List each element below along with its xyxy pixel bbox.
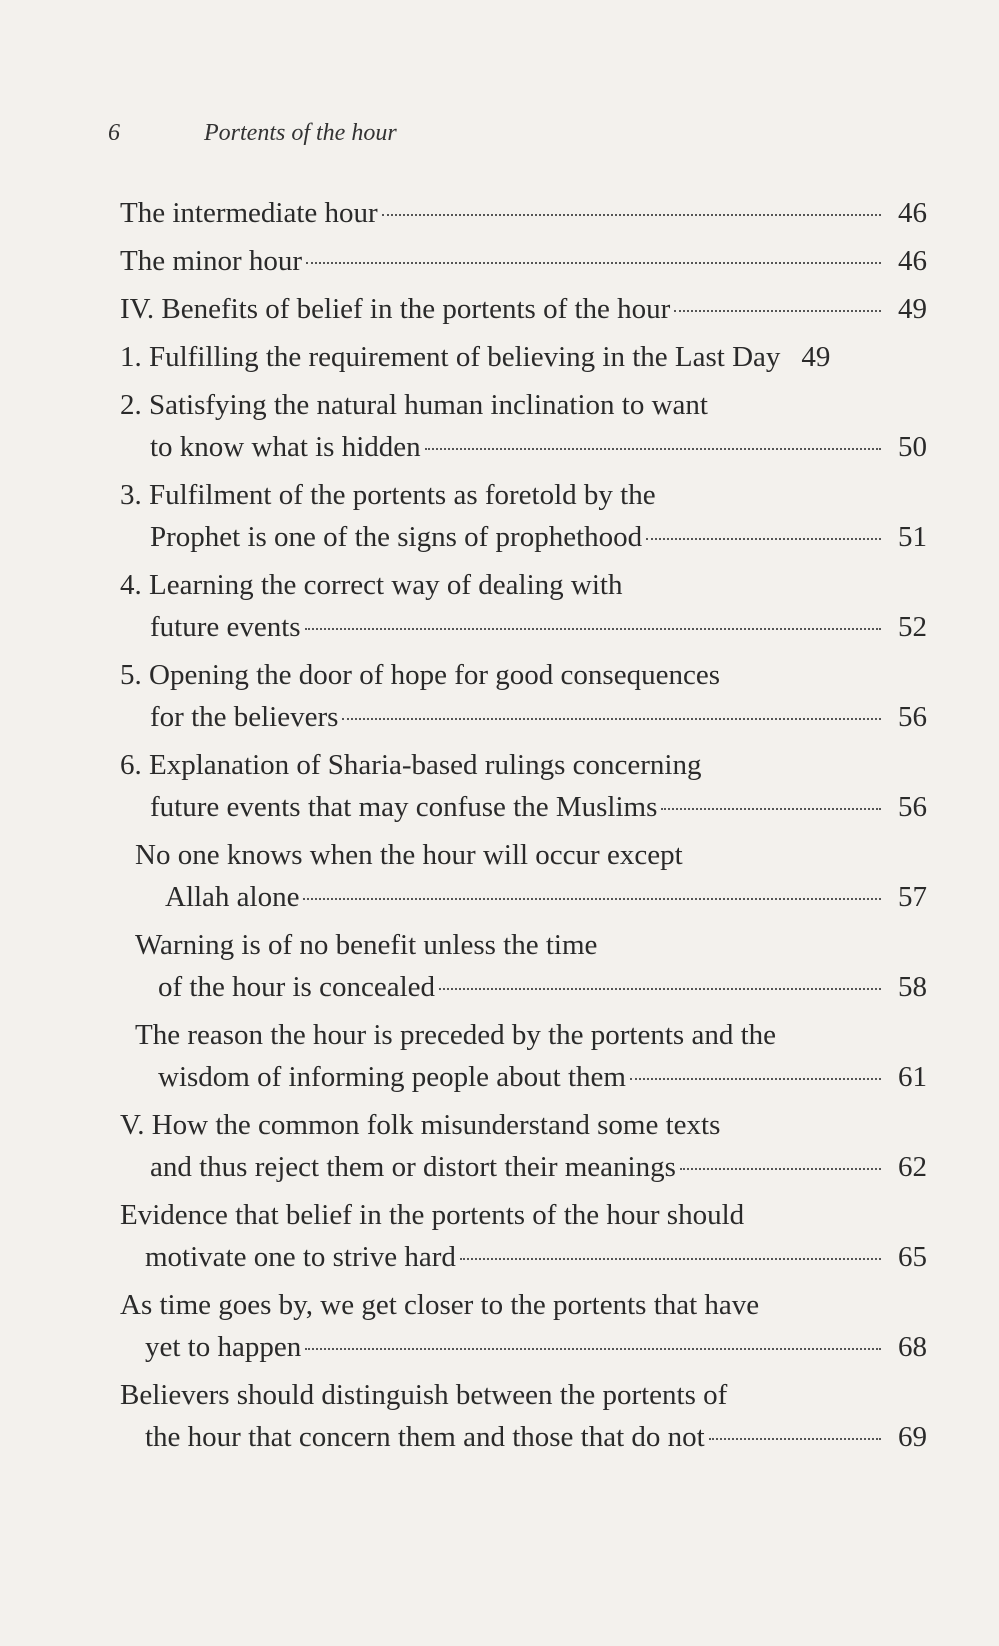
toc-entry (0, 192, 927, 234)
leader-dots (425, 448, 881, 450)
toc-page-number: 49 (801, 341, 831, 373)
toc-entry (0, 1104, 927, 1188)
toc-page-number: 69 (898, 1421, 927, 1453)
toc-page-number: 62 (898, 1151, 927, 1183)
toc-page-number: 57 (898, 881, 927, 913)
toc-entry (0, 1014, 927, 1098)
toc-entry (0, 288, 927, 330)
leader-dots (305, 628, 881, 630)
toc-entry (0, 924, 927, 1008)
toc-entry (0, 834, 927, 918)
toc-entry (0, 474, 927, 558)
leader-dots (439, 988, 881, 990)
table-of-contents (0, 192, 999, 1458)
leader-dots (646, 538, 881, 540)
leader-dots (680, 1168, 881, 1170)
toc-page-number: 68 (898, 1331, 927, 1363)
toc-entry-text: 5. Opening the door of hope for good consequences (120, 659, 720, 691)
leader-dots (303, 898, 881, 900)
toc-entry (0, 384, 927, 468)
toc-entry-text: The reason the hour is preceded by the portents and the (135, 1019, 777, 1051)
toc-page-number: 61 (898, 1061, 927, 1093)
toc-page-number: 51 (898, 521, 927, 553)
toc-entry-text: and thus reject them or distort their meanings (150, 1151, 676, 1183)
leader-dots (674, 310, 881, 312)
leader-dots (709, 1438, 881, 1440)
toc-entry-text: wisdom of informing people about them (158, 1061, 626, 1093)
toc-page-number: 50 (898, 431, 927, 463)
leader-dots (460, 1258, 881, 1260)
toc-page-number: 46 (898, 197, 927, 229)
leader-dots (306, 262, 881, 264)
toc-entry-text: yet to happen (145, 1331, 302, 1363)
toc-entry-text: Evidence that belief in the portents of the hour should (120, 1199, 745, 1231)
page-number: 6 (108, 120, 120, 146)
toc-entry-text: The minor hour (120, 245, 303, 277)
toc-entry (0, 564, 927, 648)
toc-entry-text: for the believers (150, 701, 339, 733)
toc-entry-text: of the hour is concealed (158, 971, 436, 1003)
toc-entry-text: the hour that concern them and those that do not (145, 1421, 705, 1453)
running-title: Portents of the hour (204, 120, 397, 146)
toc-entry-text: 3. Fulfilment of the portents as foretold by the (120, 479, 656, 511)
leader-dots (661, 808, 881, 810)
toc-entry-text: No one knows when the hour will occur except (135, 839, 683, 871)
toc-entry-text: IV. Benefits of belief in the portents of the hour (120, 293, 671, 325)
leader-dots (382, 214, 881, 216)
toc-entry (0, 1284, 927, 1368)
toc-entry-text: 1. Fulfilling the requirement of believing in the Last Day (120, 341, 781, 373)
toc-page-number: 56 (898, 701, 927, 733)
toc-page-number: 46 (898, 245, 927, 277)
toc-entry-text: 2. Satisfying the natural human inclination to want (120, 389, 708, 421)
toc-entry-text: 4. Learning the correct way of dealing with (120, 569, 623, 601)
toc-entry-text: future events that may confuse the Muslims (150, 791, 658, 823)
toc-entry-text: 6. Explanation of Sharia-based rulings concerning (120, 749, 702, 781)
toc-entry-text: As time goes by, we get closer to the portents that have (120, 1289, 760, 1321)
toc-entry-text: to know what is hidden (150, 431, 421, 463)
toc-page-number: 49 (898, 293, 927, 325)
toc-page-number: 58 (898, 971, 927, 1003)
toc-entry (0, 336, 927, 378)
running-head (108, 120, 397, 147)
toc-page-number: 56 (898, 791, 927, 823)
toc-entry (0, 654, 927, 738)
toc-entry-text: Believers should distinguish between the portents of (120, 1379, 728, 1411)
leader-dots (305, 1348, 881, 1350)
leader-dots (630, 1078, 881, 1080)
leader-dots (342, 718, 881, 720)
toc-entry-text: The intermediate hour (120, 197, 378, 229)
toc-entry-text: Allah alone (165, 881, 300, 913)
toc-entry-text: V. How the common folk misunderstand some texts (120, 1109, 721, 1141)
toc-entry (0, 1194, 927, 1278)
toc-entry-text: motivate one to strive hard (145, 1241, 456, 1273)
toc-page-number: 65 (898, 1241, 927, 1273)
toc-page-number: 52 (898, 611, 927, 643)
toc-entry-text: future events (150, 611, 301, 643)
toc-entry-text: Warning is of no benefit unless the time (135, 929, 598, 961)
toc-entry-text: Prophet is one of the signs of prophethood (150, 521, 643, 553)
toc-entry (0, 1374, 927, 1458)
toc-entry (0, 240, 927, 282)
toc-entry (0, 744, 927, 828)
